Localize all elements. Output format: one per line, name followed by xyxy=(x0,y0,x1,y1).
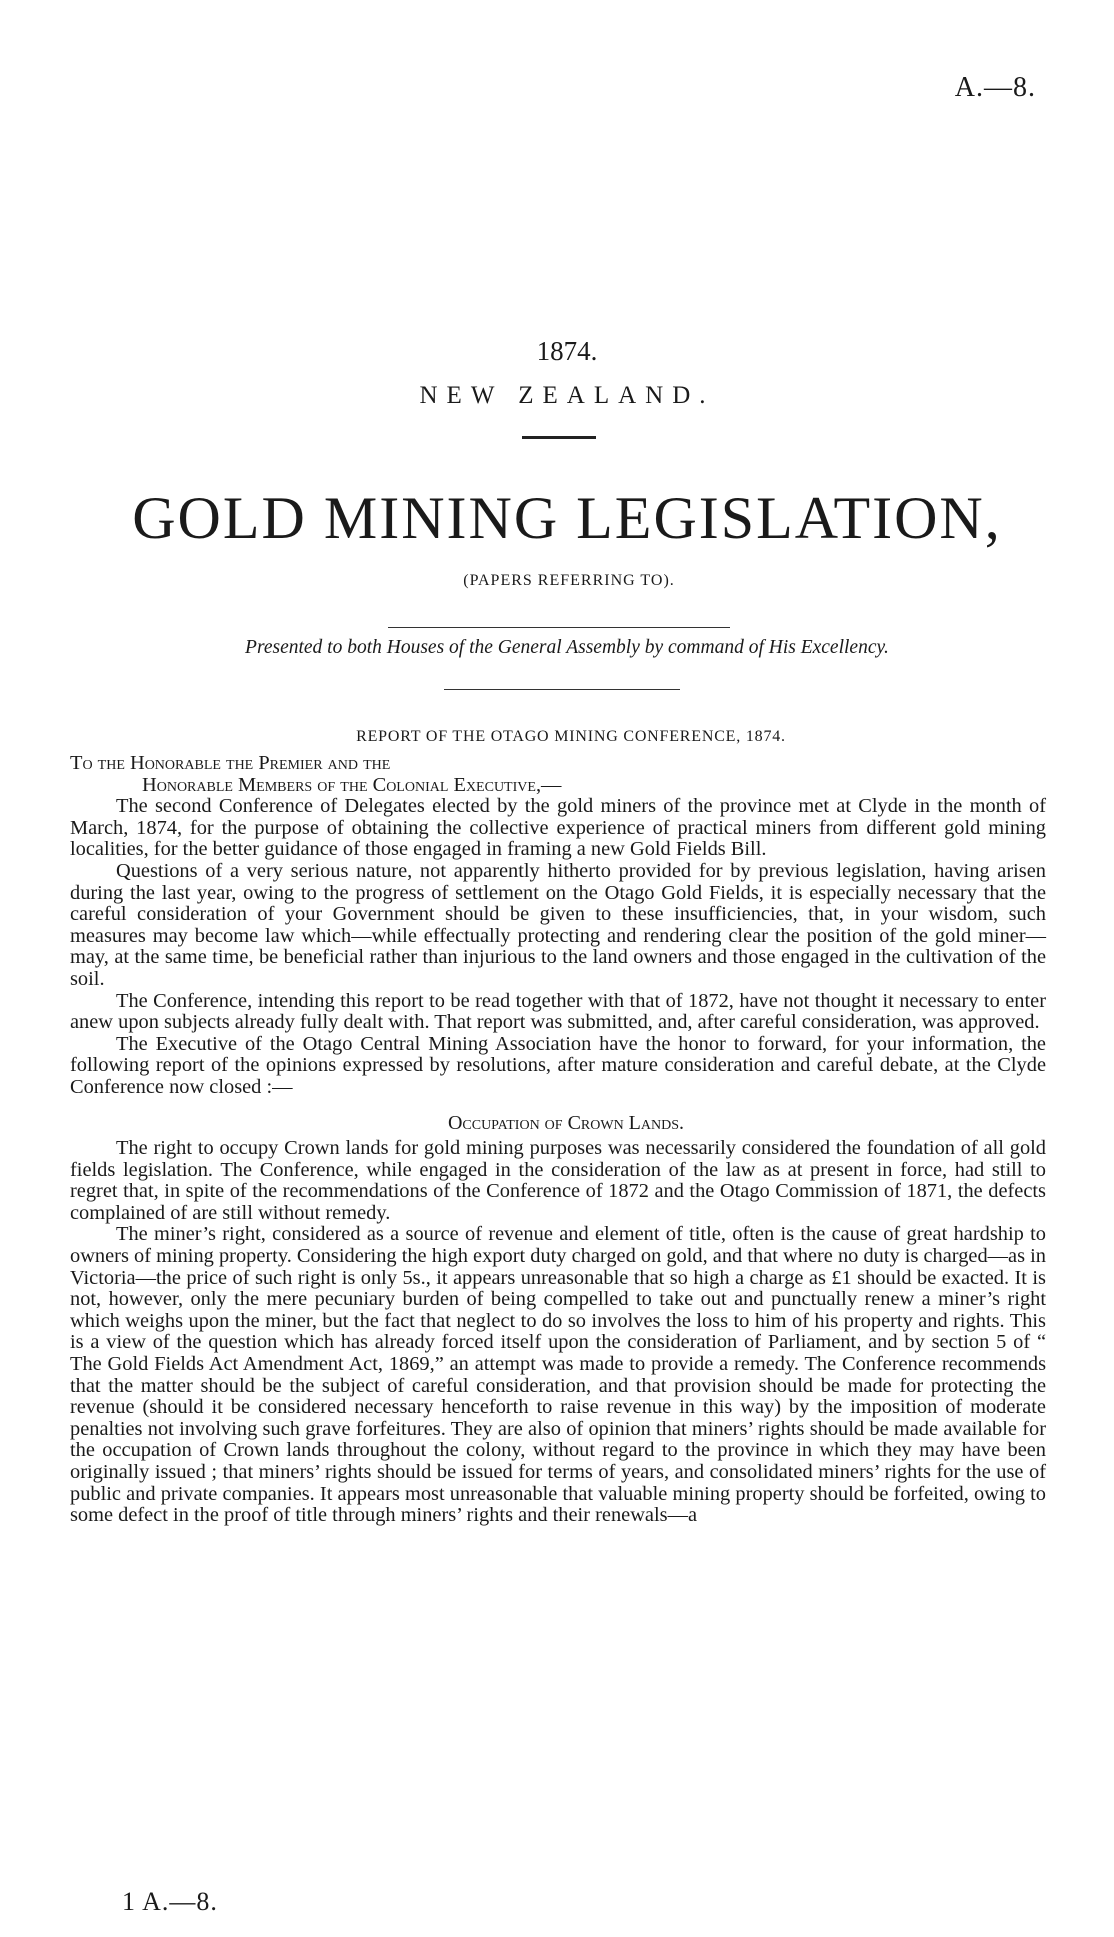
paragraph: Questions of a very serious nature, not apparently hitherto provided for by previous legislation, having arisen during the last year, owing to the progress of settlement on the Otago Gold Fields, it is especially necessary that the careful consideration of your Government should be given to these insufficiencies, that, in your wisdom, such measures may become law which—while effectually protecting and rendering clear the position of the gold miner—may, at the same time, be beneficial rather than injurious to the land owners and those engaged in the cultivation of the soil. xyxy=(70,859,1046,990)
divider-rule xyxy=(444,689,680,690)
paragraph: The Conference, intending this report to be read together with that of 1872, have not thought it necessary to enter anew upon subjects already fully dealt with. That report was submitted, and, after careful consideration, was approved. xyxy=(70,989,1046,1034)
paragraph: The second Conference of Delegates elected by the gold miners of the province met at Clyde in the month of March, 1874, for the purpose of obtaining the collective experience of practical miners from different gold mining localities, for the better guidance of those engaged in framing a new Gold Fields Bill. xyxy=(70,795,1046,861)
divider-rule xyxy=(522,436,596,439)
report-body xyxy=(70,753,1046,1527)
document-reference: A.—8. xyxy=(954,72,1036,103)
address-line: To the Honorable the Premier and the xyxy=(70,752,391,774)
paragraph: The right to occupy Crown lands for gold mining purposes was necessarily considered the foundation of all gold fields legislation. The Conference, while engaged in the consideration of the law as at present in force, had still to regret that, in spite of the recommendations of the Conference of 1872 and the Otago Commission of 1871, the defects complained of are still without remedy. xyxy=(70,1137,1046,1224)
country-heading: NEW ZEALAND. xyxy=(419,382,715,409)
address-line: Honorable Members of the Colonial Executive,— xyxy=(142,773,562,796)
report-heading: REPORT OF THE OTAGO MINING CONFERENCE, 1874. xyxy=(356,728,786,745)
section-heading: Occupation of Crown Lands. xyxy=(447,1111,685,1134)
paragraph: The miner’s right, considered as a source of revenue and element of title, often is the cause of great hardship to owners of mining property. Considering the high export duty charged on gold, and that where no duty is charged—as in Victoria—the price of such right is only 5s., it appears unreasonable that so high a charge as £1 should be exacted. It is not, however, only the mere pecuniary burden of being compelled to take out and punctually renew a miner’s right which weighs upon the miner, but the fact that neglect to do so involves the loss to him of his property and rights. This is a view of the question which has already forced itself upon the consideration of Parliament, and by section 5 of “ The Gold Fields Act Amendment Act, 1869,” an attempt was made to provide a remedy. The Conference recommends that the matter should be the subject of careful consideration, and that provision should be made for protecting the revenue (should it be considered necessary henceforth to raise revenue in this way) by the imposition of moderate penalties not involving such grave forfeitures. They are also of opinion that miners’ rights should be made available for the occupation of Crown lands throughout the colony, without regard to the province in which they may have been originally issued ; that miners’ rights should be issued for terms of years, and consolidated miners’ rights for the use of public and private companies. It appears most unreasonable that valuable mining property should be forfeited, owing to some defect in the proof of title through miners’ rights and their renewals—a xyxy=(70,1223,1046,1527)
divider-rule xyxy=(388,627,730,628)
document-year: 1874. xyxy=(536,336,598,366)
paragraph: The Executive of the Otago Central Mining Association have the honor to forward, for your information, the following report of the opinions expressed by resolutions, after mature consideration and careful debate, at the Clyde Conference now closed :— xyxy=(70,1032,1046,1098)
document-subtitle: (PAPERS REFERRING TO). xyxy=(463,572,675,589)
page-signature: 1 A.—8. xyxy=(122,1887,218,1916)
document-title: GOLD MINING LEGISLATION, xyxy=(132,485,1002,551)
presented-line: Presented to both Houses of the General Assembly by command of His Excellency. xyxy=(245,637,889,658)
